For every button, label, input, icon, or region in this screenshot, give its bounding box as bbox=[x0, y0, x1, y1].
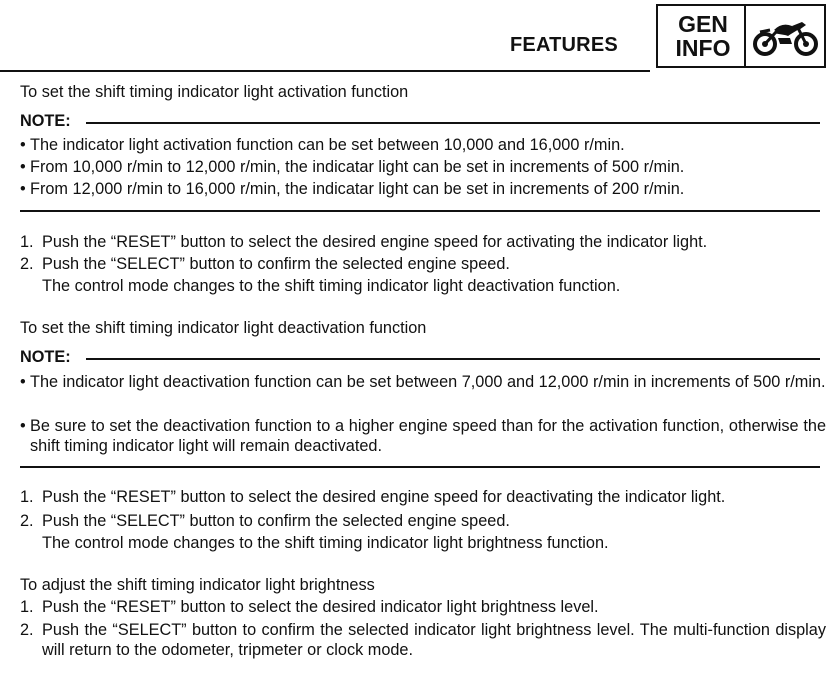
deactivation-heading: To set the shift timing indicator light deactivation function bbox=[20, 319, 427, 337]
activation-step-2-detail: The control mode changes to the shift timing indicator light deactivation function. bbox=[42, 277, 621, 295]
section-tag-line2: INFO bbox=[675, 35, 731, 61]
activation-note-end-rule bbox=[20, 210, 820, 212]
deactivation-note-1: • The indicator light deactivation function can be set between 7,000 and 12,000 r/min in increments of 500 r/min. bbox=[20, 373, 826, 391]
deactivation-step-1: 1. Push the “RESET” button to select the desired engine speed for deactivating the indicator light. bbox=[20, 488, 726, 506]
header-rule bbox=[0, 70, 650, 72]
activation-heading: To set the shift timing indicator light activation function bbox=[20, 83, 409, 101]
section-tag-line1: GEN bbox=[678, 11, 728, 37]
deactivation-note-rule bbox=[86, 358, 820, 360]
activation-step-1: 1. Push the “RESET” button to select the desired engine speed for activating the indicator light. bbox=[20, 233, 708, 251]
section-tag bbox=[668, 12, 738, 60]
section-title: FEATURES bbox=[510, 34, 618, 56]
tag-divider bbox=[744, 6, 746, 66]
activation-step-2: 2. Push the “SELECT” button to confirm the selected engine speed. bbox=[20, 255, 510, 273]
activation-note-2: • From 10,000 r/min to 12,000 r/min, the indicatar light can be set in increments of 500 r/min. bbox=[20, 158, 685, 176]
deactivation-step-2-detail: The control mode changes to the shift timing indicator light brightness function. bbox=[42, 534, 609, 552]
deactivation-note-2: • Be sure to set the deactivation function to a higher engine speed than for the activation function, otherwise the shift timing indicator light will remain deactivated. bbox=[20, 417, 826, 455]
activation-note-3: • From 12,000 r/min to 16,000 r/min, the indicatar light can be set in increments of 200 r/min. bbox=[20, 180, 685, 198]
activation-note-1: • The indicator light activation function can be set between 10,000 and 16,000 r/min. bbox=[20, 136, 625, 154]
deactivation-note-label: NOTE: bbox=[20, 348, 71, 366]
deactivation-note-end-rule bbox=[20, 466, 820, 468]
brightness-heading: To adjust the shift timing indicator light brightness bbox=[20, 576, 375, 594]
deactivation-step-2: 2. Push the “SELECT” button to confirm the selected engine speed. bbox=[20, 512, 510, 530]
activation-note-label: NOTE: bbox=[20, 112, 71, 130]
section-tag-box bbox=[656, 4, 826, 68]
brightness-step-1: 1. Push the “RESET” button to select the desired indicator light brightness level. bbox=[20, 598, 599, 616]
brightness-step-2: 2. Push the “SELECT” button to confirm the selected indicator light brightness level. The multi-function display will return to the odometer, tripmeter or clock mode. bbox=[20, 621, 826, 659]
activation-note-rule bbox=[86, 122, 820, 124]
motorcycle-icon bbox=[752, 16, 820, 58]
